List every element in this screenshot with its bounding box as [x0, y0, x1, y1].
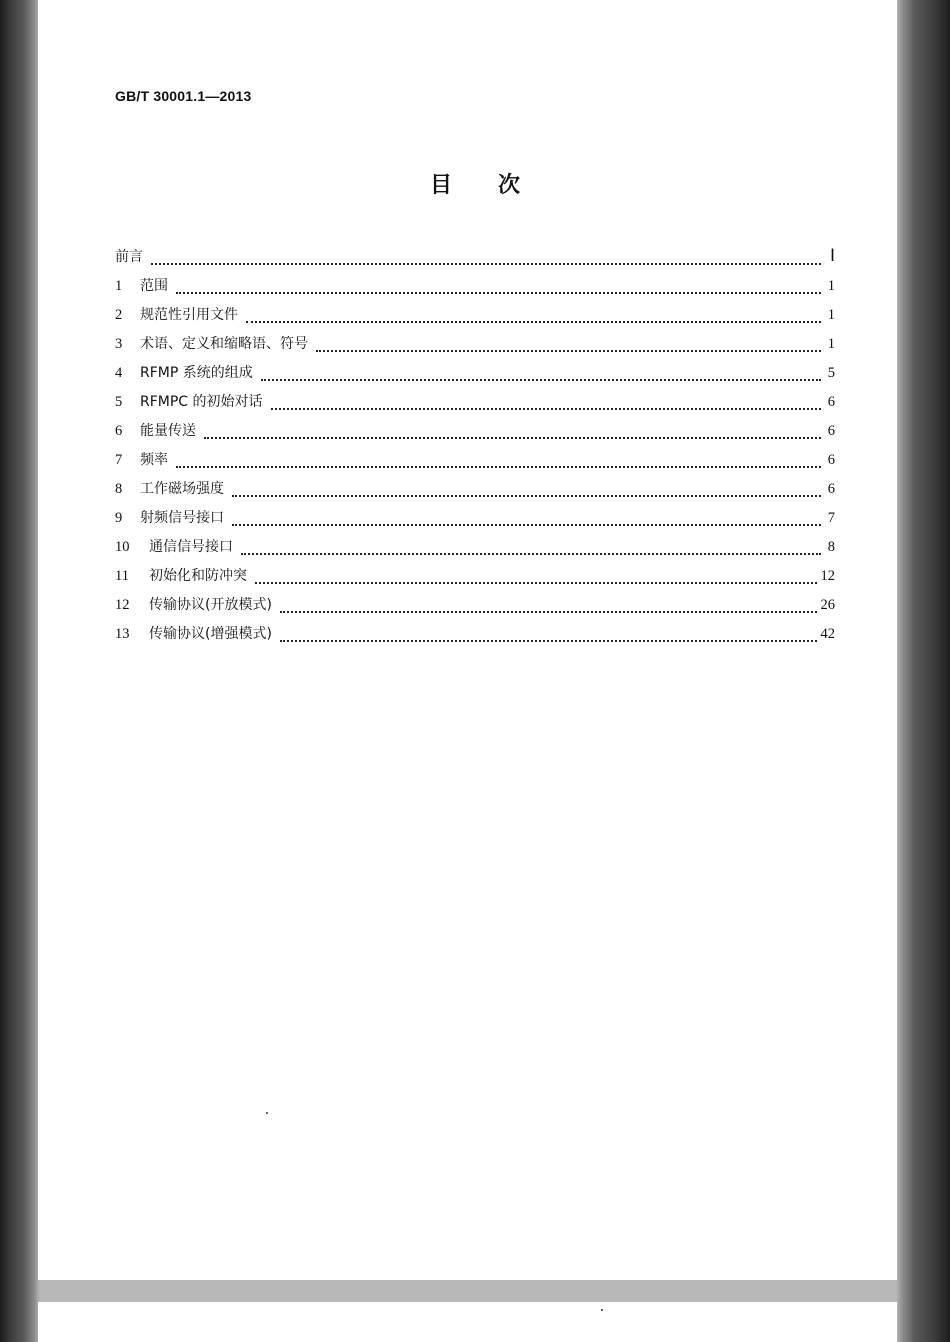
toc-section-number: 1 — [115, 278, 123, 294]
toc-dot-leader — [232, 495, 821, 497]
toc-entry-text: 初始化和防冲突 — [149, 568, 247, 584]
standard-number: GB/T 30001.1—2013 — [115, 88, 252, 104]
scan-speck — [601, 1309, 603, 1311]
toc-page-number: 6 — [827, 394, 835, 410]
toc-entry-text: 规范性引用文件 — [140, 307, 238, 323]
toc-section-number: 6 — [115, 423, 123, 439]
toc-row[interactable] — [115, 623, 835, 652]
toc-page-number: Ⅰ — [829, 246, 835, 265]
toc-section-number: 5 — [115, 394, 123, 410]
next-document-page — [38, 1302, 897, 1342]
toc-row[interactable] — [115, 565, 835, 594]
toc-entry-text: 通信信号接口 — [149, 539, 233, 555]
toc-entry-text: 射频信号接口 — [140, 510, 224, 526]
toc-page-number: 12 — [820, 568, 835, 584]
toc-row[interactable] — [115, 304, 835, 333]
toc-row[interactable] — [115, 478, 835, 507]
toc-row[interactable] — [115, 507, 835, 536]
toc-page-number: 7 — [827, 510, 835, 526]
toc-page-number: 1 — [827, 307, 835, 323]
toc-dot-leader — [176, 466, 821, 468]
toc-entry-text: 工作磁场强度 — [140, 481, 224, 497]
toc-row[interactable] — [115, 391, 835, 420]
toc-dot-leader — [232, 524, 821, 526]
scan-speck — [266, 1112, 268, 1114]
toc-dot-leader — [271, 408, 821, 410]
toc-section-number: 10 — [115, 539, 130, 555]
toc-row[interactable] — [115, 449, 835, 478]
toc-dot-leader — [280, 611, 817, 613]
toc-page-number: 26 — [820, 597, 835, 613]
page-title: 目次 — [429, 173, 566, 198]
toc-page-number: 8 — [827, 539, 835, 555]
toc-row[interactable] — [115, 362, 835, 391]
toc-page-number: 42 — [820, 626, 835, 642]
toc-dot-leader — [246, 321, 821, 323]
toc-entry-text: 传输协议(增强模式) — [149, 626, 272, 642]
toc-section-number: 8 — [115, 481, 123, 497]
toc-dot-leader — [261, 379, 821, 381]
toc-page-number: 6 — [827, 423, 835, 439]
toc-section-number: 11 — [115, 568, 129, 584]
toc-row[interactable] — [115, 246, 835, 275]
toc-section-number: 12 — [115, 597, 130, 613]
toc-entry-text: 传输协议(开放模式) — [149, 597, 272, 613]
toc-section-number: 13 — [115, 626, 130, 642]
toc-entry-text: RFMP 系统的组成 — [140, 365, 253, 381]
toc-section-number: 9 — [115, 510, 123, 526]
toc-entry-text: 频率 — [140, 452, 168, 468]
toc-row[interactable] — [115, 536, 835, 565]
toc-dot-leader — [151, 263, 821, 265]
toc-section-number: 2 — [115, 307, 123, 323]
toc-entry-text: 前言 — [115, 249, 143, 265]
toc-section-number: 7 — [115, 452, 123, 468]
toc-entry-text: RFMPC 的初始对话 — [140, 394, 263, 410]
toc-row[interactable] — [115, 594, 835, 623]
toc-page-number: 1 — [827, 336, 835, 352]
toc-dot-leader — [255, 582, 817, 584]
toc-dot-leader — [176, 292, 821, 294]
table-of-contents — [115, 246, 835, 652]
toc-entry-text: 范围 — [140, 278, 168, 294]
toc-page-number: 6 — [827, 481, 835, 497]
toc-page-number: 5 — [827, 365, 835, 381]
toc-dot-leader — [316, 350, 821, 352]
toc-page-number: 1 — [827, 278, 835, 294]
toc-entry-text: 术语、定义和缩略语、符号 — [140, 336, 308, 352]
toc-dot-leader — [280, 640, 817, 642]
toc-section-number: 4 — [115, 365, 123, 381]
toc-row[interactable] — [115, 275, 835, 304]
toc-entry-text: 能量传送 — [140, 423, 196, 439]
toc-dot-leader — [241, 553, 821, 555]
toc-dot-leader — [204, 437, 821, 439]
toc-row[interactable] — [115, 333, 835, 362]
toc-row[interactable] — [115, 420, 835, 449]
toc-section-number: 3 — [115, 336, 123, 352]
toc-page-number: 6 — [827, 452, 835, 468]
